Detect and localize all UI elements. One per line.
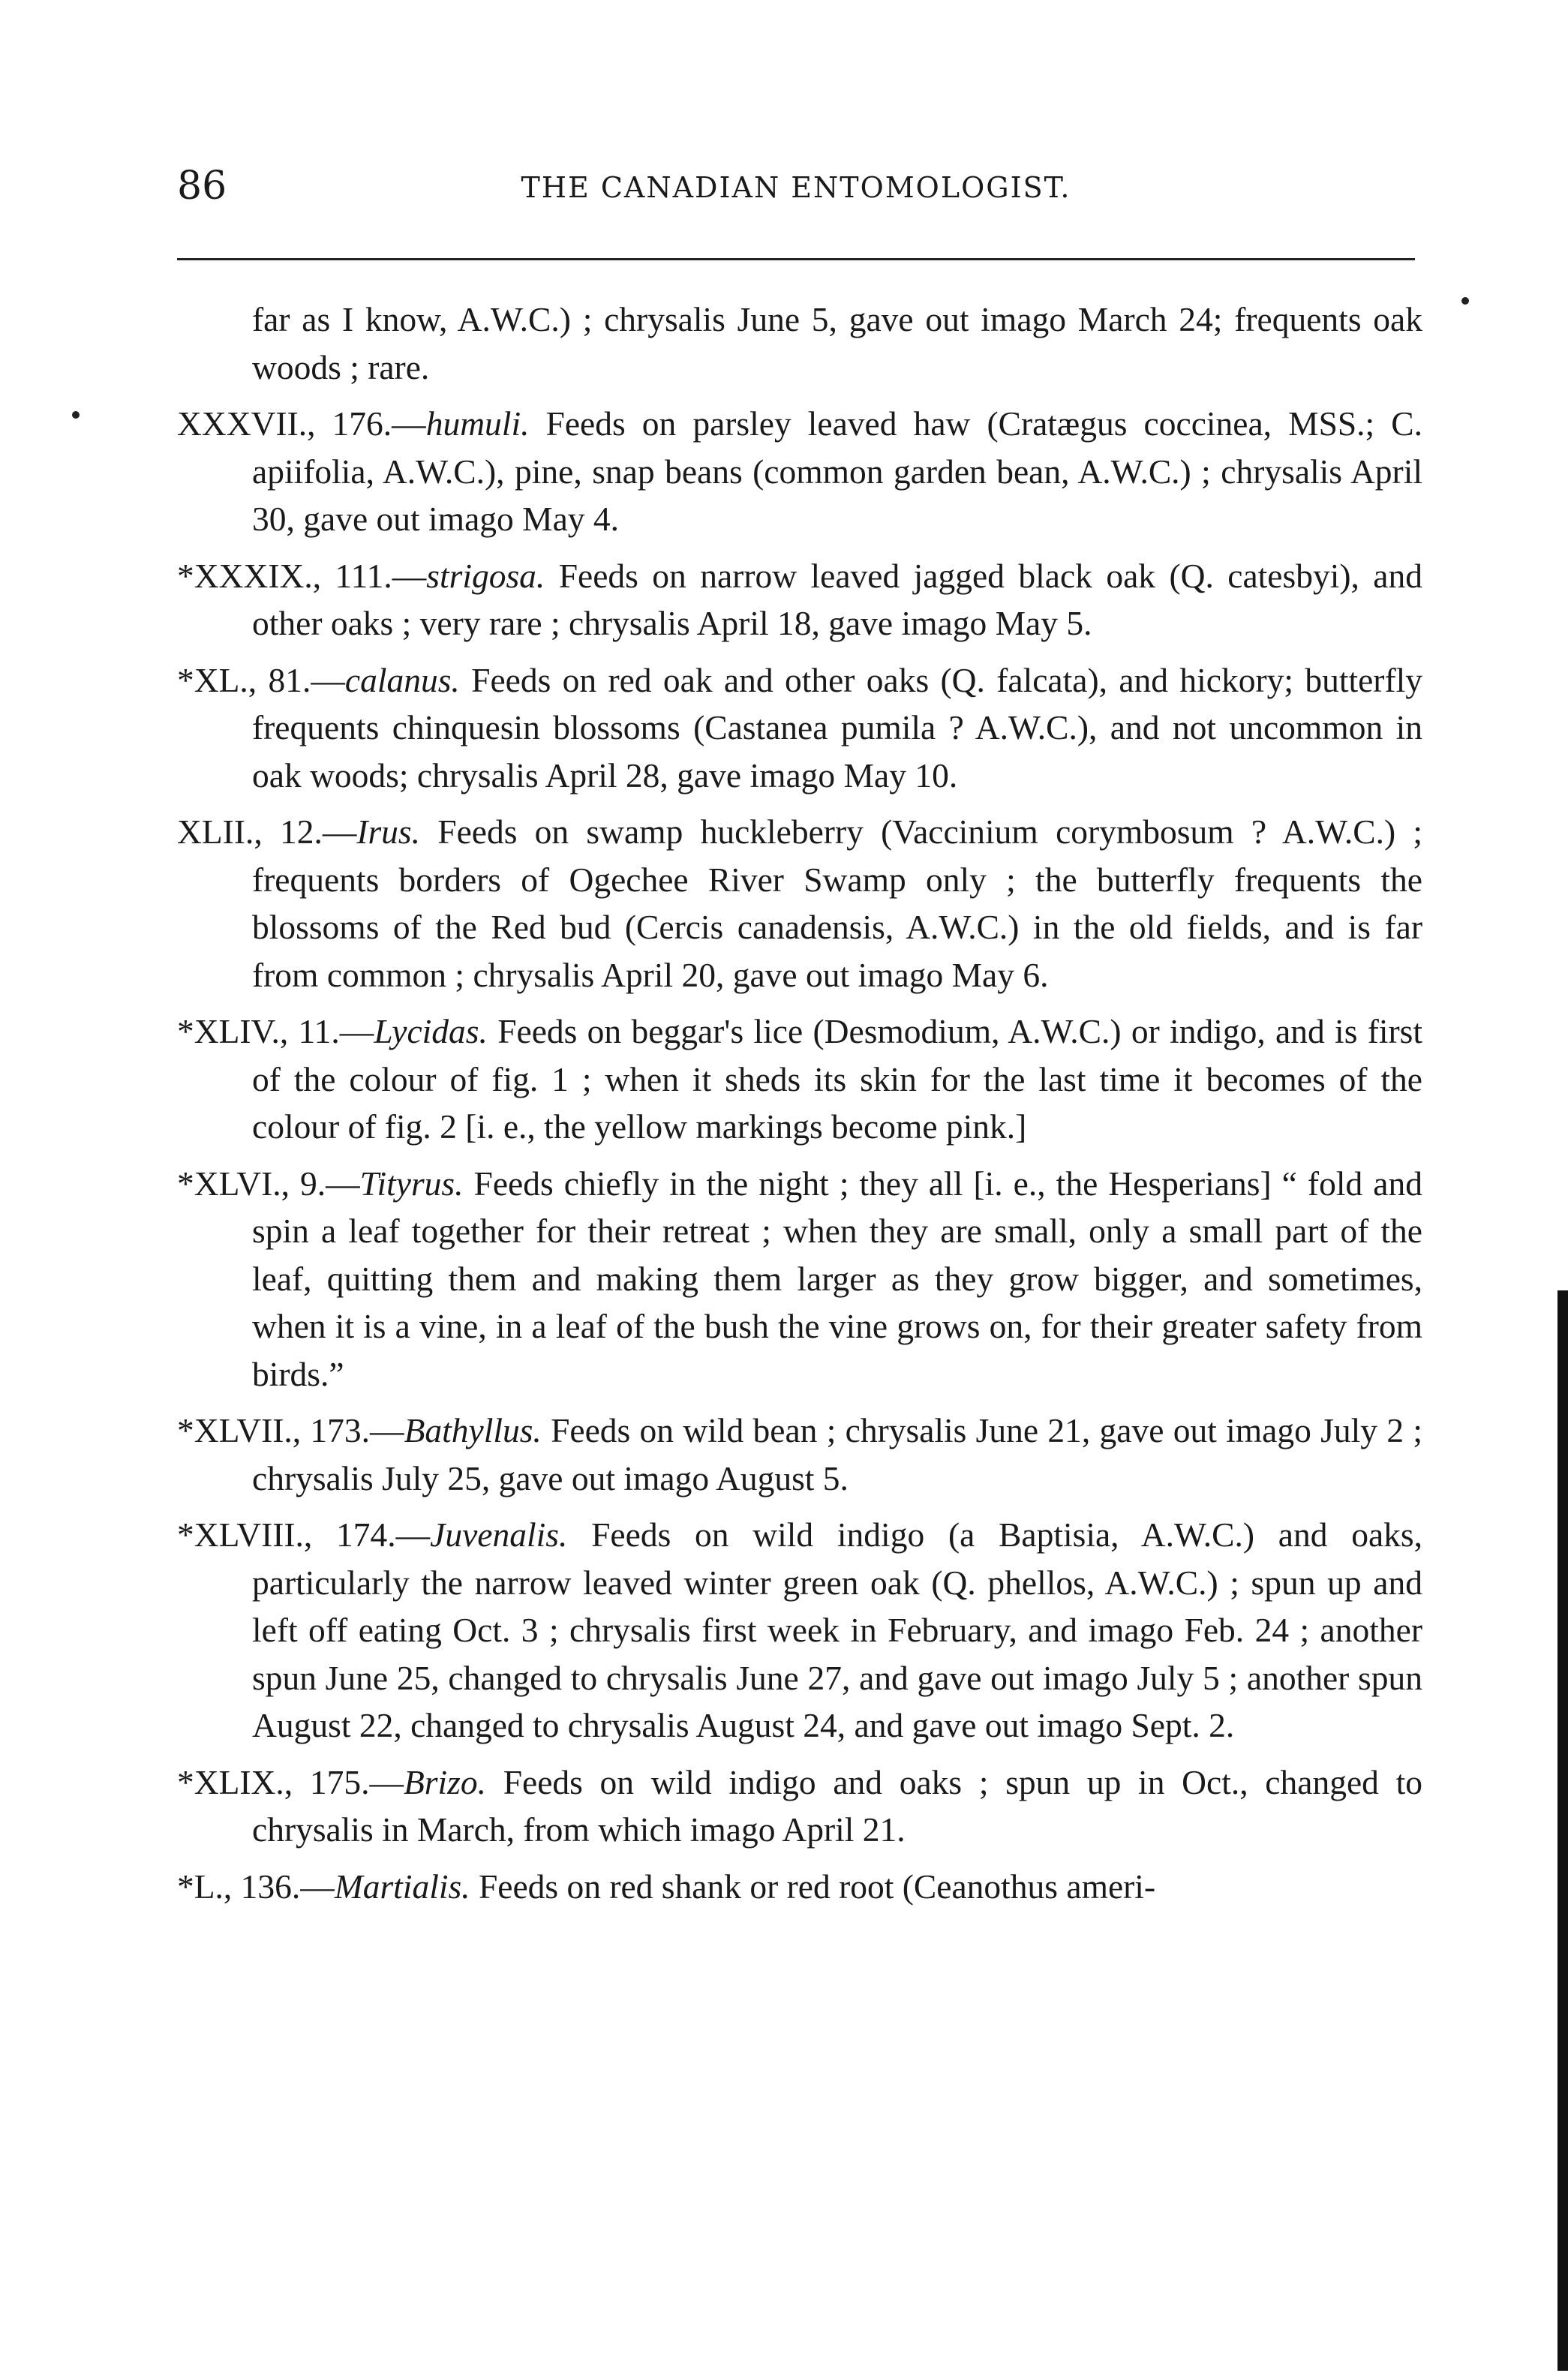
entry-xlix	[177, 1759, 1422, 1854]
scan-speck	[72, 411, 80, 419]
entry-xxxix	[177, 552, 1422, 647]
entry-xlii	[177, 808, 1422, 999]
entry-number: XXXVII., 176.—	[177, 404, 426, 443]
entry-xliv	[177, 1008, 1422, 1151]
entry-text: Feeds chiefly in the night ; they all [i. e., the Hesperians] “ fold and spin a leaf together for their retreat ; when they are small, only a small part of the leaf, quitting them and making them larger as they grow bigger, and sometimes, when it is a vine, in a leaf of the bush the vine grows on, for their greater safety from birds.”	[252, 1164, 1422, 1393]
entry-number: XLII., 12.—	[177, 813, 357, 851]
entry-number: *XLVI., 9.—	[177, 1164, 360, 1203]
entry-number: *XXXIX., 111.—	[177, 556, 427, 595]
entry-text: Feeds on beggar's lice (Desmodium, A.W.C.) or indigo, and is first of the colour of fig. 1 ; when it sheds its skin for the last time it becomes of the colour of fig. 2 [i. e., the yellow markings become pink.]	[252, 1012, 1423, 1146]
body-text	[177, 296, 1422, 1919]
entry-xxxvii	[177, 400, 1422, 543]
entry-text: Feeds on red oak and other oaks (Q. falcata), and hickory; butterfly frequents chinquesin blossoms (Castanea pumila ? A.W.C.), and not uncommon in oak woods; chrysalis April 28, gave imago May 10.	[252, 660, 1423, 795]
entry-xlvi	[177, 1160, 1422, 1398]
entry-number: *XLVII., 173.—	[177, 1411, 404, 1449]
page-number: 86	[177, 164, 227, 209]
species-name: Juvenalis.	[430, 1515, 568, 1554]
entry-text: Feeds on swamp huckleberry (Vaccinium corymbosum ? A.W.C.) ; frequents borders of Ogechee River Swamp only ; the butterfly frequents the blossoms of the Red bud (Cercis canadensis, A.W.C.) in the old fields, and is far from common ; chrysalis April 20, gave out imago May 6.	[252, 813, 1422, 994]
scan-speck	[1461, 297, 1469, 305]
entry-number: *XLVIII., 174.—	[177, 1515, 431, 1554]
entry-text: Feeds on wild indigo (a Baptisia, A.W.C.) and oaks, particularly the narrow leaved winter green oak (Q. phellos, A.W.C.) ; spun up and left off eating Oct. 3 ; chrysalis first week in February, and imago Feb. 24 ; another spun June 25, changed to chrysalis June 27, and gave out imago July 5 ; another spun August 22, changed to chrysalis August 24, and gave out imago Sept. 2.	[252, 1515, 1422, 1744]
entry-continuation	[177, 296, 1422, 391]
entry-text: Feeds on narrow leaved jagged black oak (Q. catesbyi), and other oaks ; very rare ; chrysalis April 18, gave imago May 5.	[252, 556, 1422, 642]
species-name: Irus.	[356, 813, 421, 851]
species-name: Lycidas.	[374, 1012, 488, 1050]
entry-text: Feeds on parsley leaved haw (Cratægus coccinea, MSS.; C. apiifolia, A.W.C.), pine, snap beans (common garden bean, A.W.C.) ; chrysalis April 30, gave out imago May 4.	[252, 404, 1422, 538]
species-name: Brizo.	[404, 1762, 486, 1801]
header-rule	[177, 258, 1415, 260]
scan-edge-shadow	[1557, 1290, 1568, 2371]
entry-xlviii	[177, 1511, 1422, 1750]
species-name: calanus.	[344, 660, 460, 699]
entry-text: Feeds on wild bean ; chrysalis June 21, gave out imago July 2 ; chrysalis July 25, gave out imago August 5.	[252, 1411, 1422, 1497]
entry-number: *XL., 81.—	[177, 660, 345, 699]
entry-l	[177, 1863, 1422, 1911]
species-name: humuli.	[425, 404, 530, 443]
entry-text: Feeds on red shank or red root (Ceanothus ameri-	[470, 1867, 1156, 1906]
entry-xl	[177, 656, 1422, 800]
species-name: Tityrus.	[359, 1164, 464, 1203]
entry-text: far as I know, A.W.C.) ; chrysalis June 5, gave out imago March 24; frequents oak woods ; rare.	[252, 300, 1422, 386]
running-title: THE CANADIAN ENTOMOLOGIST.	[521, 171, 1071, 204]
entry-text: Feeds on wild indigo and oaks ; spun up in Oct., changed to chrysalis in March, from which imago April 21.	[252, 1762, 1422, 1849]
entry-number: *L., 136.—	[177, 1867, 335, 1906]
species-name: Martialis.	[334, 1867, 470, 1906]
entry-xlvii	[177, 1407, 1422, 1502]
species-name: Bathyllus.	[404, 1411, 542, 1449]
entry-number: *XLIV., 11.—	[177, 1012, 374, 1050]
species-name: strigosa.	[426, 556, 545, 595]
entry-number: *XLIX., 175.—	[177, 1762, 404, 1801]
page-header	[177, 162, 1415, 210]
